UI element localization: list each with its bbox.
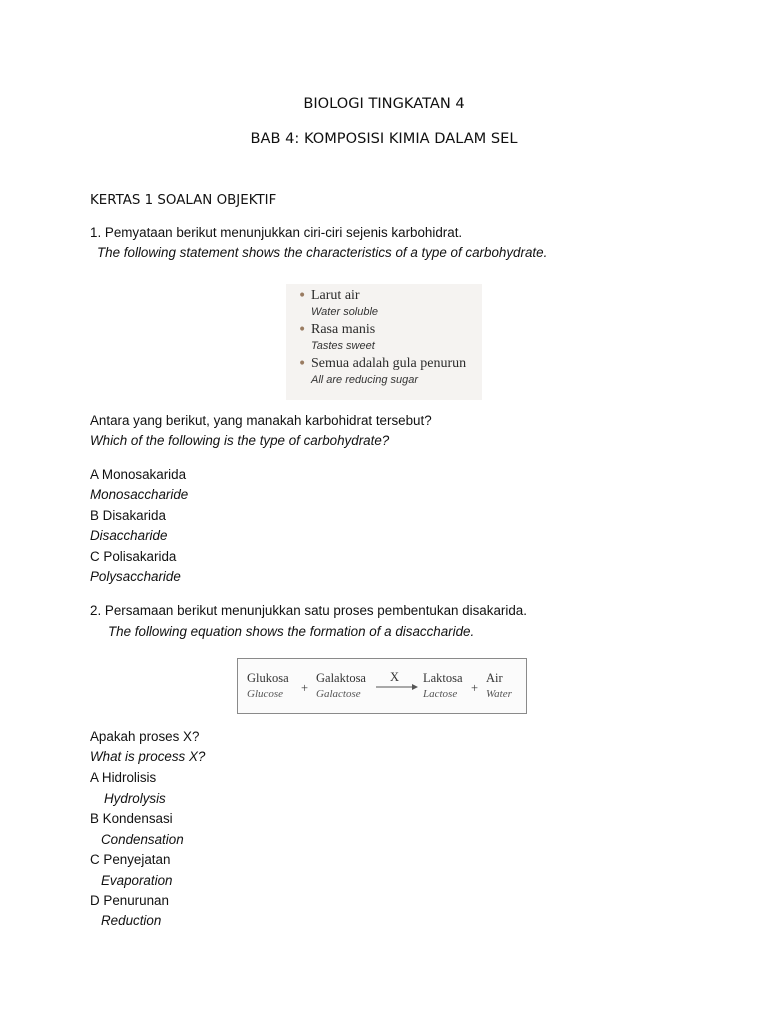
statement-english: Tastes sweet xyxy=(311,340,375,352)
document-title: BIOLOGI TINGKATAN 4 xyxy=(303,95,465,112)
statement-malay: Semua adalah gula penurun xyxy=(311,356,467,371)
statement-english: Water soluble xyxy=(311,306,379,318)
q1-option-c[interactable]: C Polisakarida xyxy=(90,549,177,564)
plus-sign: + xyxy=(471,681,479,695)
q2-stem-english: The following equation shows the formation of a disaccharide. xyxy=(108,624,475,639)
q2-option-d[interactable]: D Penurunan xyxy=(90,893,169,908)
q2-stem-malay: 2. Persamaan berikut menunjukkan satu proses pembentukan disakarida. xyxy=(90,603,527,618)
chapter-title: BAB 4: KOMPOSISI KIMIA DALAM SEL xyxy=(250,130,518,147)
q1-option-a[interactable]: A Monosakarida xyxy=(90,467,187,482)
q2-option-b-english: Condensation xyxy=(101,832,184,847)
q2-option-c[interactable]: C Penyejatan xyxy=(90,852,171,867)
q2-option-c-english: Evaporation xyxy=(101,873,173,888)
q1-stem-english: The following statement shows the characteristics of a type of carbohydrate. xyxy=(97,245,548,260)
q2-option-a-english: Hydrolysis xyxy=(104,791,166,806)
reaction-arrow-icon xyxy=(376,683,418,691)
q2-question-malay: Apakah proses X? xyxy=(90,729,200,744)
reactant-1-english: Glucose xyxy=(247,688,284,700)
q1-question-malay: Antara yang berikut, yang manakah karbohidrat tersebut? xyxy=(90,413,432,428)
q1-statement-box xyxy=(286,284,482,400)
q2-option-d-english: Reduction xyxy=(101,913,162,928)
bullet-icon: • xyxy=(298,288,307,304)
q2-option-b[interactable]: B Kondensasi xyxy=(90,811,173,826)
q1-stem-malay: 1. Pemyataan berikut menunjukkan ciri-ciri sejenis karbohidrat. xyxy=(90,225,463,240)
process-label: X xyxy=(390,670,400,684)
q1-option-a-english: Monosaccharide xyxy=(90,487,189,502)
bullet-icon: • xyxy=(298,322,307,338)
statement-english: All are reducing sugar xyxy=(311,374,419,386)
section-title: KERTAS 1 SOALAN OBJEKTIF xyxy=(90,193,277,208)
product-1-english: Lactose xyxy=(423,688,458,700)
q1-option-b-english: Disaccharide xyxy=(90,528,168,543)
bullet-icon: • xyxy=(298,356,307,372)
reactant-2-malay: Galaktosa xyxy=(316,671,366,685)
plus-sign: + xyxy=(301,681,309,695)
statement-malay: Rasa manis xyxy=(311,322,376,337)
q2-question-english: What is process X? xyxy=(90,749,206,764)
q2-equation-box xyxy=(237,658,527,714)
q1-question-english: Which of the following is the type of carbohydrate? xyxy=(90,433,390,448)
q2-option-a[interactable]: A Hidrolisis xyxy=(90,770,157,785)
q1-option-b[interactable]: B Disakarida xyxy=(90,508,166,523)
product-2-english: Water xyxy=(486,688,512,700)
product-2-malay: Air xyxy=(486,671,503,685)
reactant-1-malay: Glukosa xyxy=(247,671,289,685)
reactant-2-english: Galactose xyxy=(316,688,361,700)
statement-malay: Larut air xyxy=(311,288,360,303)
product-1-malay: Laktosa xyxy=(423,671,463,685)
q1-option-c-english: Polysaccharide xyxy=(90,569,181,584)
